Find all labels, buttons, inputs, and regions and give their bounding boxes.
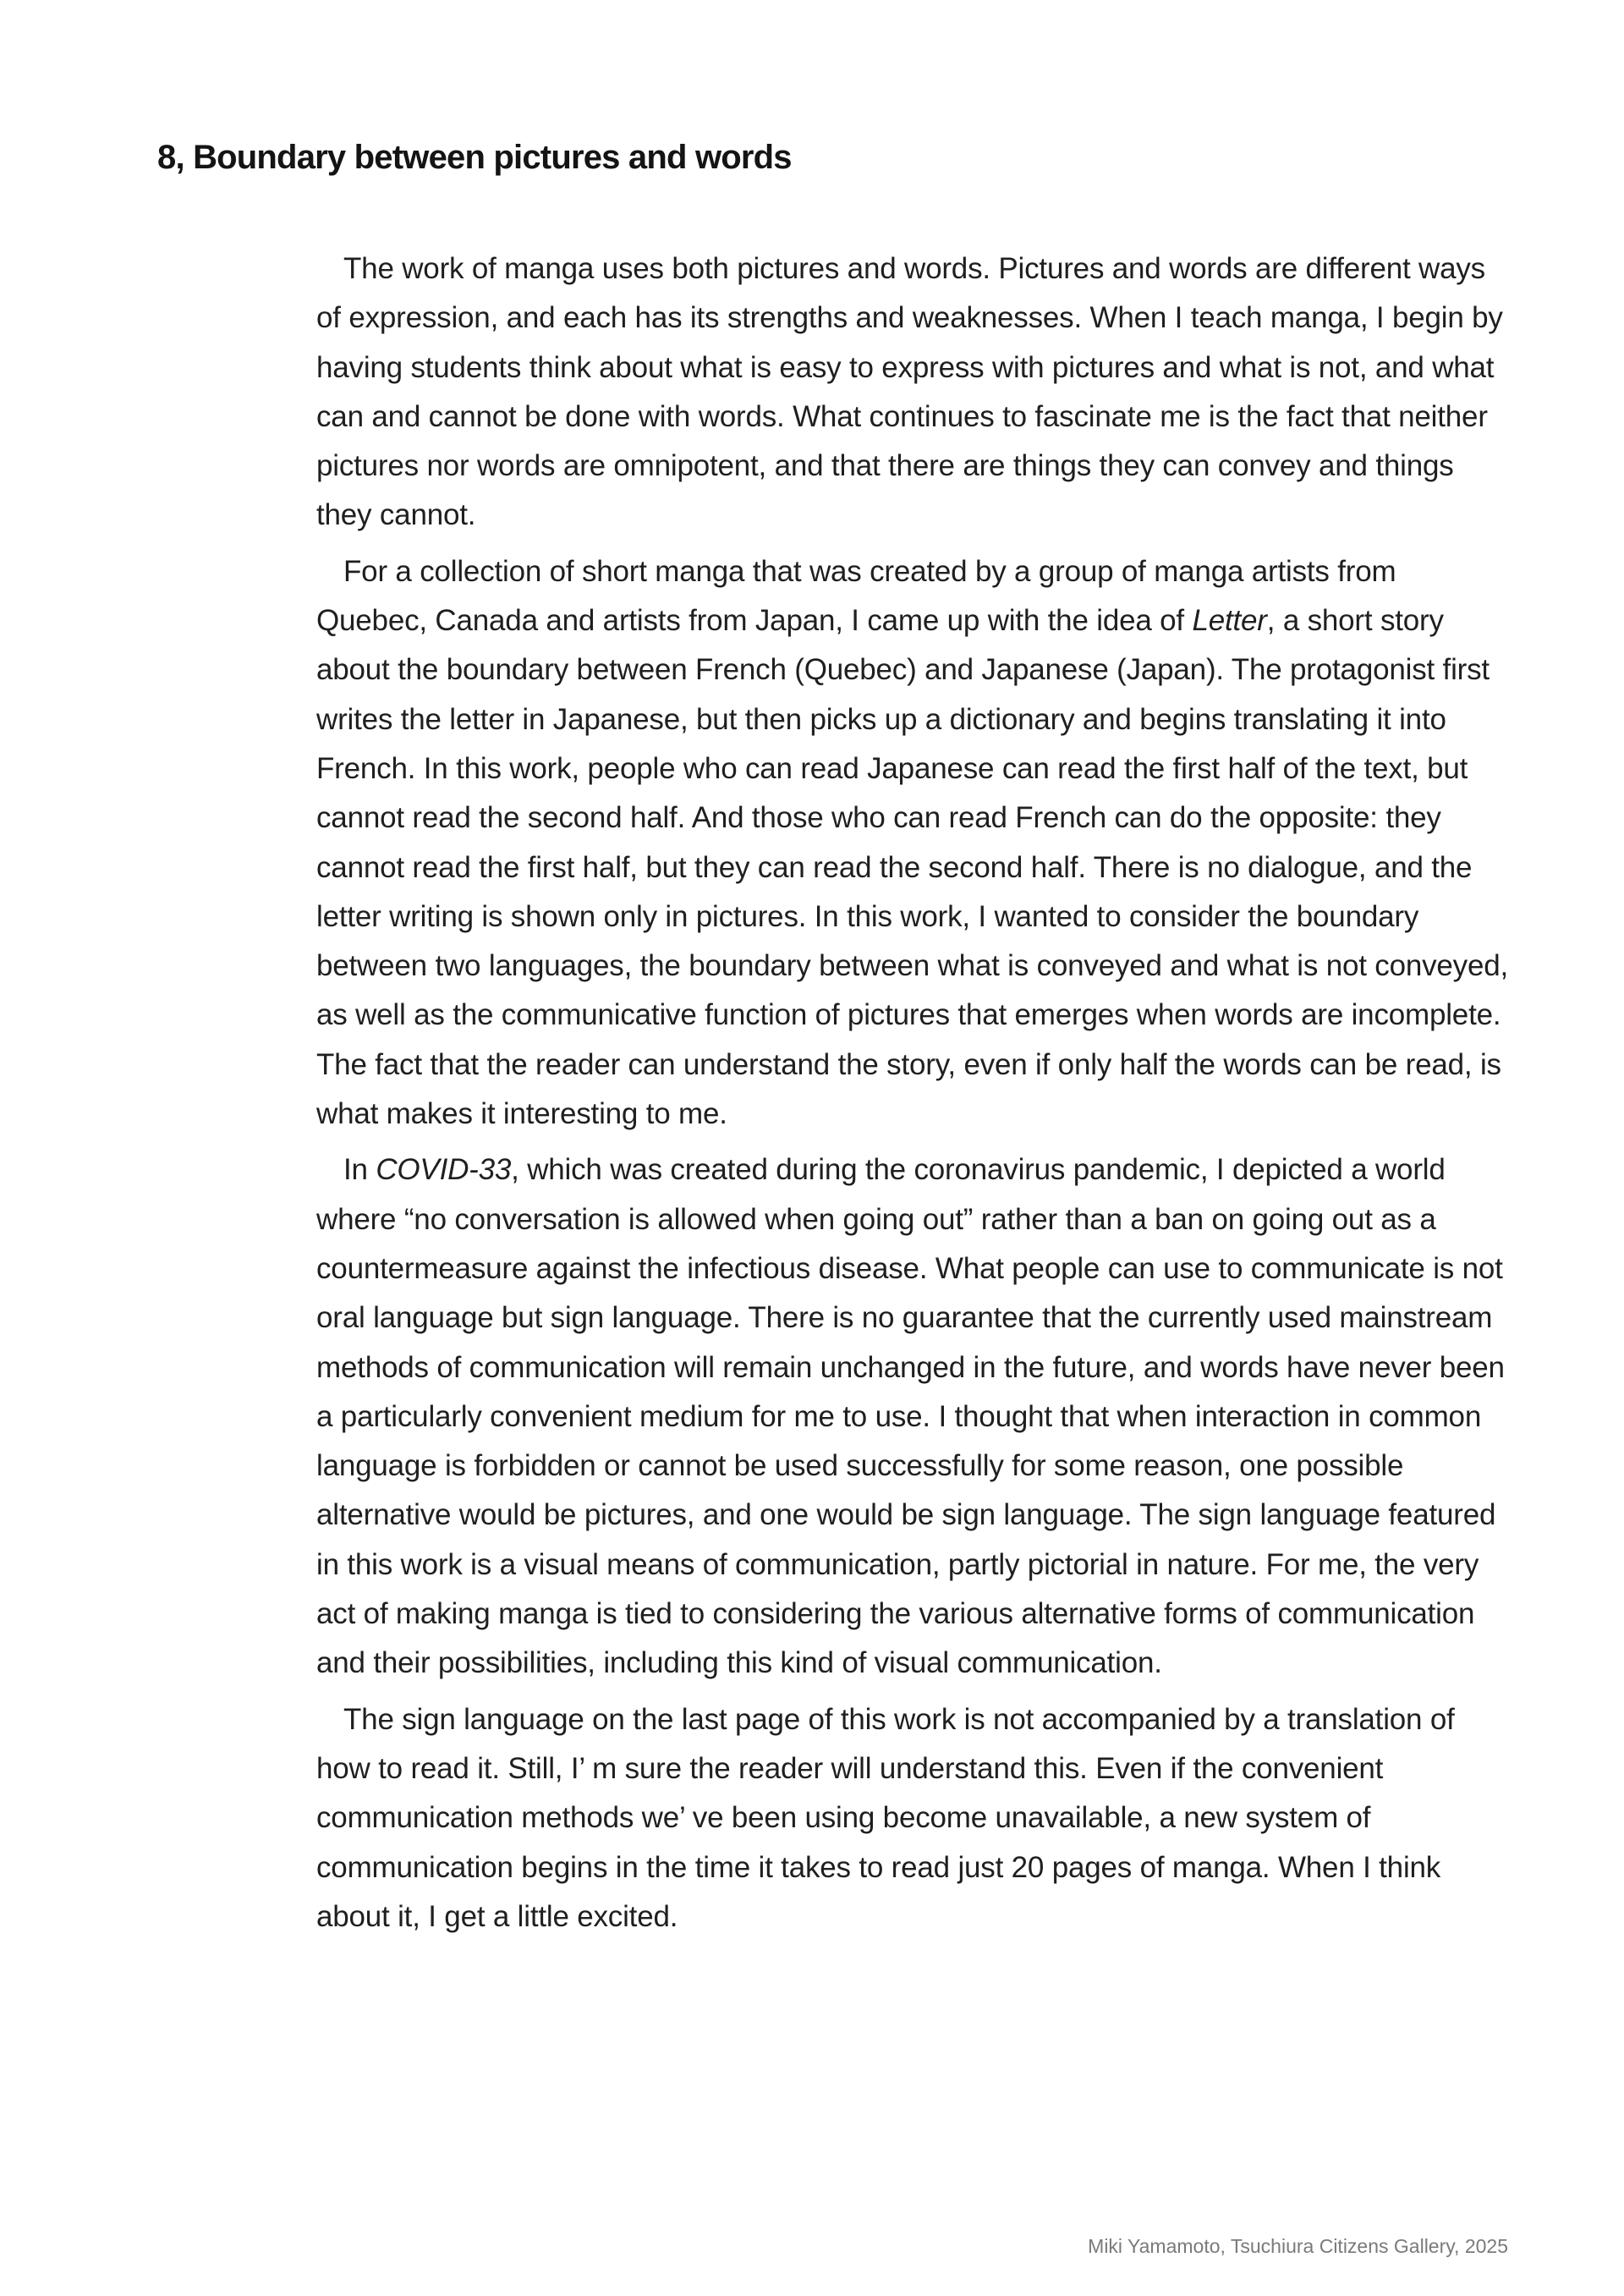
work-title-letter: Letter xyxy=(1192,604,1267,638)
paragraph-2-lead: For a collection of short manga that was created by a group of manga artists from Quebec, Canada and artists from Japan, I came up with the idea of xyxy=(316,554,1396,638)
paragraph-3 xyxy=(316,1145,1511,1688)
section-heading: 8, Boundary between pictures and words xyxy=(157,139,792,176)
essay-body xyxy=(316,244,1511,1948)
paragraph-2 xyxy=(316,547,1511,1140)
paragraph-2-rest: , a short story about the boundary between French (Quebec) and Japanese (Japan). The protagonist first writes the letter in Japanese, but then picks up a dictionary and begins translating it into French. In this work, people who can read Japanese can read the first half of the text, but cannot read the second half. And those who can read French can do the opposite: they cannot read the first half, but they can read the second half. There is no dialogue, and the letter writing is shown only in pictures. In this work, I wanted to consider the boundary between two languages, the boundary between what is conveyed and what is not conveyed, as well as the communicative function of pictures that emerges when words are incomplete. The fact that the reader can understand the story, even if only half the words can be read, is what makes it interesting to me. xyxy=(316,604,1509,1131)
paragraph-1: The work of manga uses both pictures and words. Pictures and words are different ways of expression, and each has its strengths and weaknesses. When I teach manga, I begin by having students think about what is easy to express with pictures and what is not, and what can and cannot be done with words. What continues to fascinate me is the fact that neither pictures nor words are omnipotent, and that there are things they can convey and things they cannot. xyxy=(316,252,1503,532)
work-title-covid-33: COVID-33 xyxy=(376,1153,512,1187)
paragraph-4: The sign language on the last page of this work is not accompanied by a translation of how to read it. Still, I’ m sure the reader will understand this. Even if the convenient communication methods we’ ve been using become unavailable, a new system of communication begins in the time it takes to read just 20 pages of manga. When I think about it, I get a little excited. xyxy=(316,1702,1455,1933)
paragraph-3-rest: , which was created during the coronavirus pandemic, I depicted a world where “no conversation is allowed when going out” rather than a ban on going out as a countermeasure against the infectious disease. What people can use to communicate is not oral language but sign language. There is no guarantee that the currently used mainstream methods of communication will remain unchanged in the future, and words have never been a particularly convenient medium for me to use. I thought that when interaction in common language is forbidden or cannot be used successfully for some reason, one possible alternative would be pictures, and one would be sign language. The sign language featured in this work is a visual means of communication, partly pictorial in nature. For me, the very act of making manga is tied to considering the various alternative forms of communication and their possibilities, including this kind of visual communication. xyxy=(316,1153,1505,1680)
footer-credit: Miki Yamamoto, Tsuchiura Citizens Gallery, 2025 xyxy=(1088,2235,1508,2257)
paragraph-3-lead: In xyxy=(343,1153,376,1187)
